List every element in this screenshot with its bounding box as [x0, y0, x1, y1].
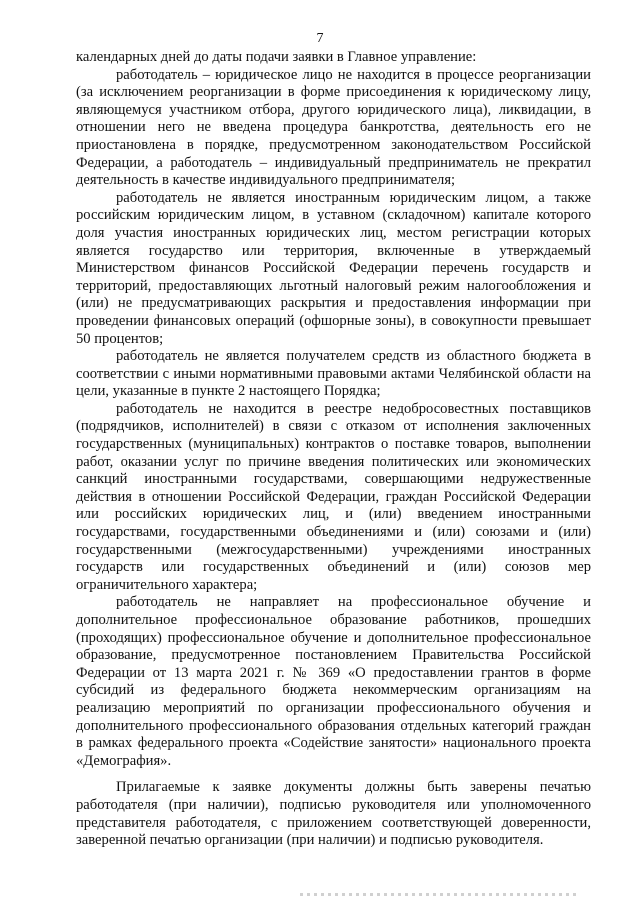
paragraph-foreign-entity-condition: работодатель не является иностранным юридическим лицом, а также российским юридическим лицом, в уставном (складочном) капитале которого доля участия иностранных юридических лиц, местом регистрации которых является государство или территория, включенные в утверждаемый Министерством финансов Российской Федерации перечень государств и территорий, предоставляющих льготный налоговый режим налогообложения и (или) не предусматривающих раскрытия и предоставления информации при проведении финансовых операций (офшорные зоны), в совокупности превышает 50 процентов;: [76, 189, 591, 347]
paragraph-document-certification: Прилагаемые к заявке документы должны быть заверены печатью работодателя (при наличии), подписью руководителя или уполномоченного представителя работодателя, с приложением соответствующей доверенности, заверенной печатью организации (при наличии) и подписью руководителя.: [76, 779, 591, 849]
document-body: [76, 49, 591, 850]
paragraph-training-condition: работодатель не направляет на профессиональное обучение и дополнительное профессиональное образование работников, прошедших (проходящих) профессиональное обучение и дополнительное профессиональное образование, предусмотренное постановлением Правительства Российской Федерации от 13 марта 2021 г. № 369 «О предоставлении грантов в форме субсидий из федерального бюджета некоммерческим организациям на реализацию мероприятий по организации профессионального обучения и дополнительного профессионального образования отдельных категорий граждан в рамках федерального проекта «Содействие занятости» национального проекта «Демография».: [76, 594, 591, 769]
paragraph-supplier-registry-condition: работодатель не находится в реестре недобросовестных поставщиков (подрядчиков, исполнителей) в связи с отказом от исполнения заключенных государственных (муниципальных) контрактов о поставке товаров, выполнении работ, оказании услуг по причине введения политических или экономических санкций иностранными государствами, совершающими недружественные действия в отношении Российской Федерации, граждан Российской Федерации или российских юридических лиц, и (или) введением иностранными государствами, государственными объединениями и (или) союзами и (или) государственными (межгосударственными) учреждениями иностранных государств или государственных объединений и (или) союзов мер ограничительного характера;: [76, 400, 591, 593]
paragraph-reorganization-condition: работодатель – юридическое лицо не находится в процессе реорганизации (за исключением реорганизации в форме присоединения к юридическому лицу, являющемуся участником отбора, другого юридического лица), ликвидации, в отношении него не введена процедура банкротства, деятельность его не приостановлена в порядке, предусмотренном законодательством Российской Федерации, а работодатель – индивидуальный предприниматель не прекратил деятельность в качестве индивидуального предпринимателя;: [76, 66, 591, 189]
paragraph-continuation: календарных дней до даты подачи заявки в Главное управление:: [76, 49, 477, 65]
page-number: 7: [316, 31, 324, 46]
scan-artifact-line: [300, 893, 580, 896]
paragraph-regional-budget-condition: работодатель не является получателем средств из областного бюджета в соответствии с иными нормативными правовыми актами Челябинской области на цели, указанные в пункте 2 настоящего Порядка;: [76, 348, 591, 400]
